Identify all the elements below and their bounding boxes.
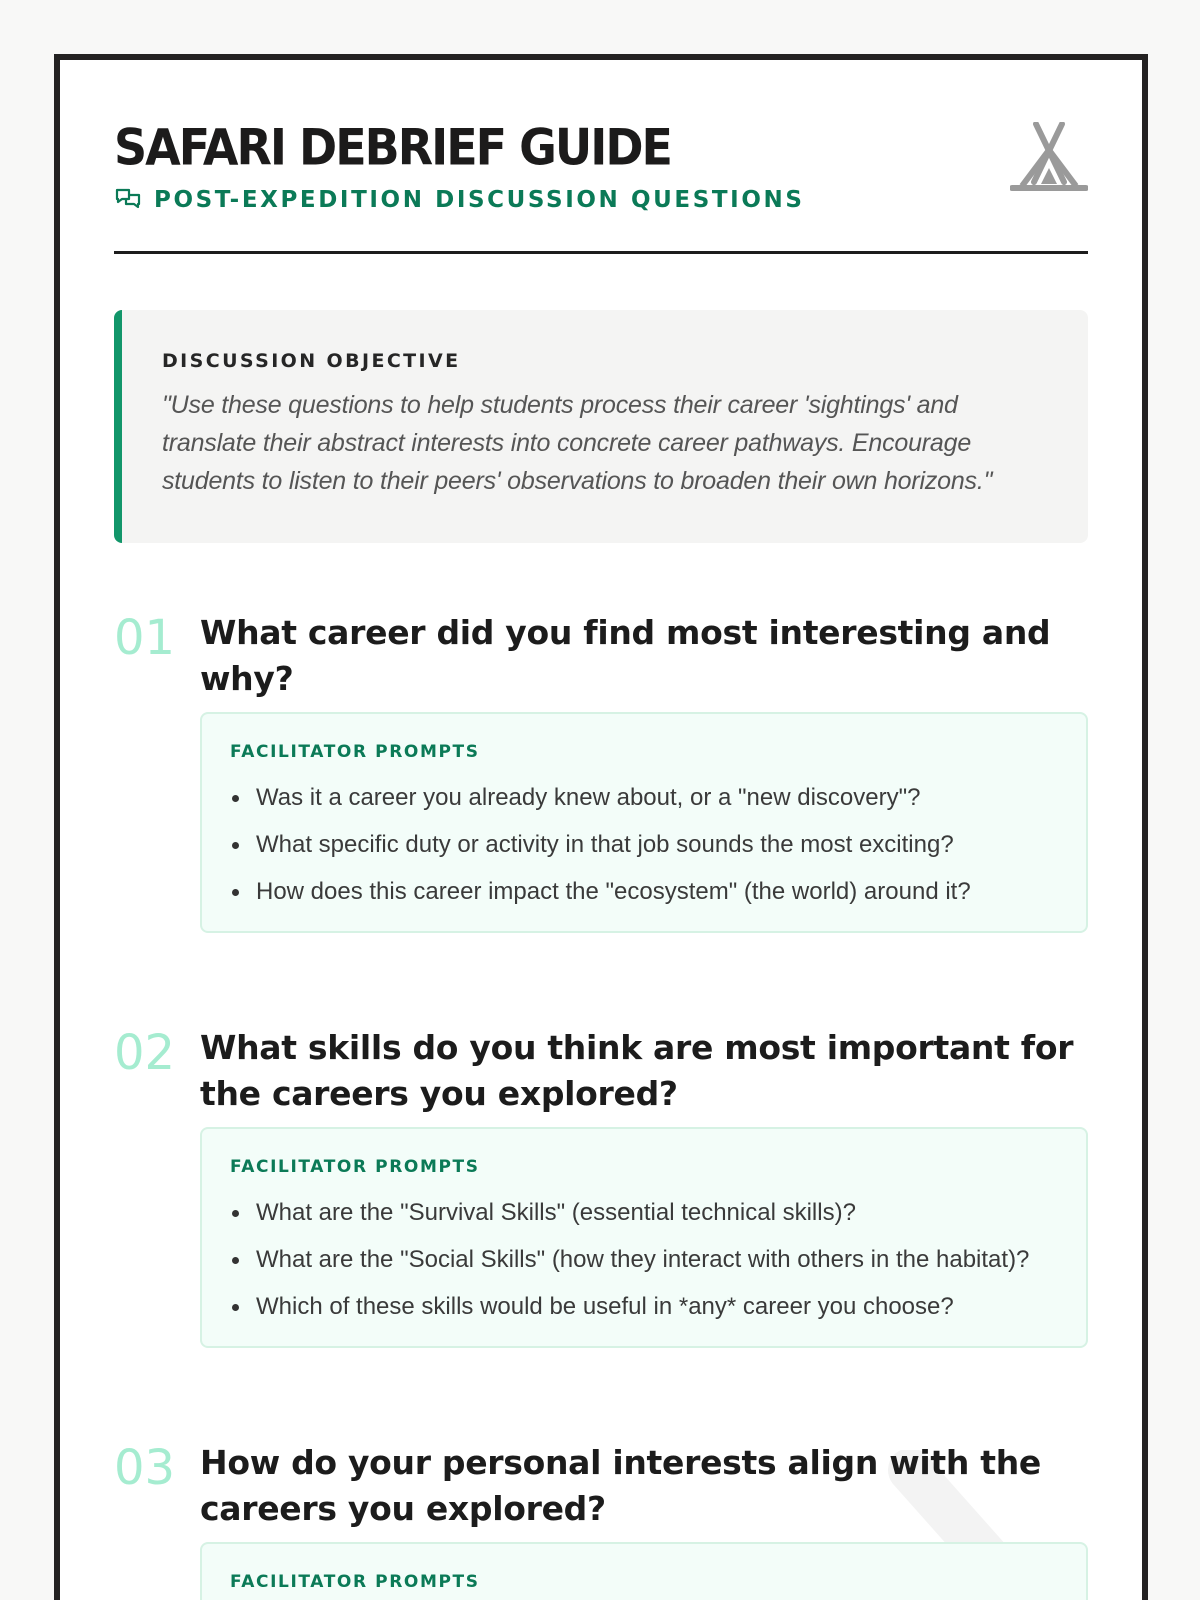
objective-label: DISCUSSION OBJECTIVE (162, 350, 461, 372)
question-number: 03 (114, 1440, 176, 1496)
list-item: What specific duty or activity in that job sounds the most exciting? (230, 821, 1058, 868)
question-text: What career did you find most interesting and why? (200, 613, 1051, 698)
prompt-list (230, 1189, 1058, 1330)
page-subtitle (114, 186, 805, 214)
prompts-label: FACILITATOR PROMPTS (230, 742, 480, 762)
list-item: Which of these skills would be useful in *any* career you choose? (230, 1283, 1058, 1330)
list-item: How does this career impact the "ecosystem" (the world) around it? (230, 868, 1058, 915)
page-header (114, 114, 1088, 254)
tent-icon (1010, 122, 1088, 194)
question-number: 01 (114, 610, 176, 666)
question-number: 02 (114, 1025, 176, 1081)
document-sheet (54, 54, 1148, 1600)
page-title: SAFARI DEBRIEF GUIDE (114, 118, 671, 177)
question-text: What skills do you think are most important for the careers you explored? (200, 1028, 1074, 1113)
facilitator-prompts (200, 1127, 1088, 1348)
discussion-objective (114, 310, 1088, 543)
prompt-list (230, 774, 1058, 915)
prompts-label: FACILITATOR PROMPTS (230, 1572, 480, 1592)
list-item: Was it a career you already knew about, or a "new discovery"? (230, 774, 1058, 821)
objective-quote: "Use these questions to help students process their career 'sightings' and translate their abstract interests into concrete career pathways. Encourage students to listen to their peers' observations to broaden their own horizons." (162, 391, 993, 495)
question-text: How do your personal interests align with the careers you explored? (200, 1443, 1042, 1528)
prompts-label: FACILITATOR PROMPTS (230, 1157, 480, 1177)
chat-bubbles-icon (114, 186, 142, 214)
subtitle-text: POST-EXPEDITION DISCUSSION QUESTIONS (154, 187, 805, 213)
facilitator-prompts (200, 1542, 1088, 1600)
facilitator-prompts (200, 712, 1088, 933)
list-item: What are the "Survival Skills" (essential technical skills)? (230, 1189, 1058, 1236)
list-item: What are the "Social Skills" (how they interact with others in the habitat)? (230, 1236, 1058, 1283)
